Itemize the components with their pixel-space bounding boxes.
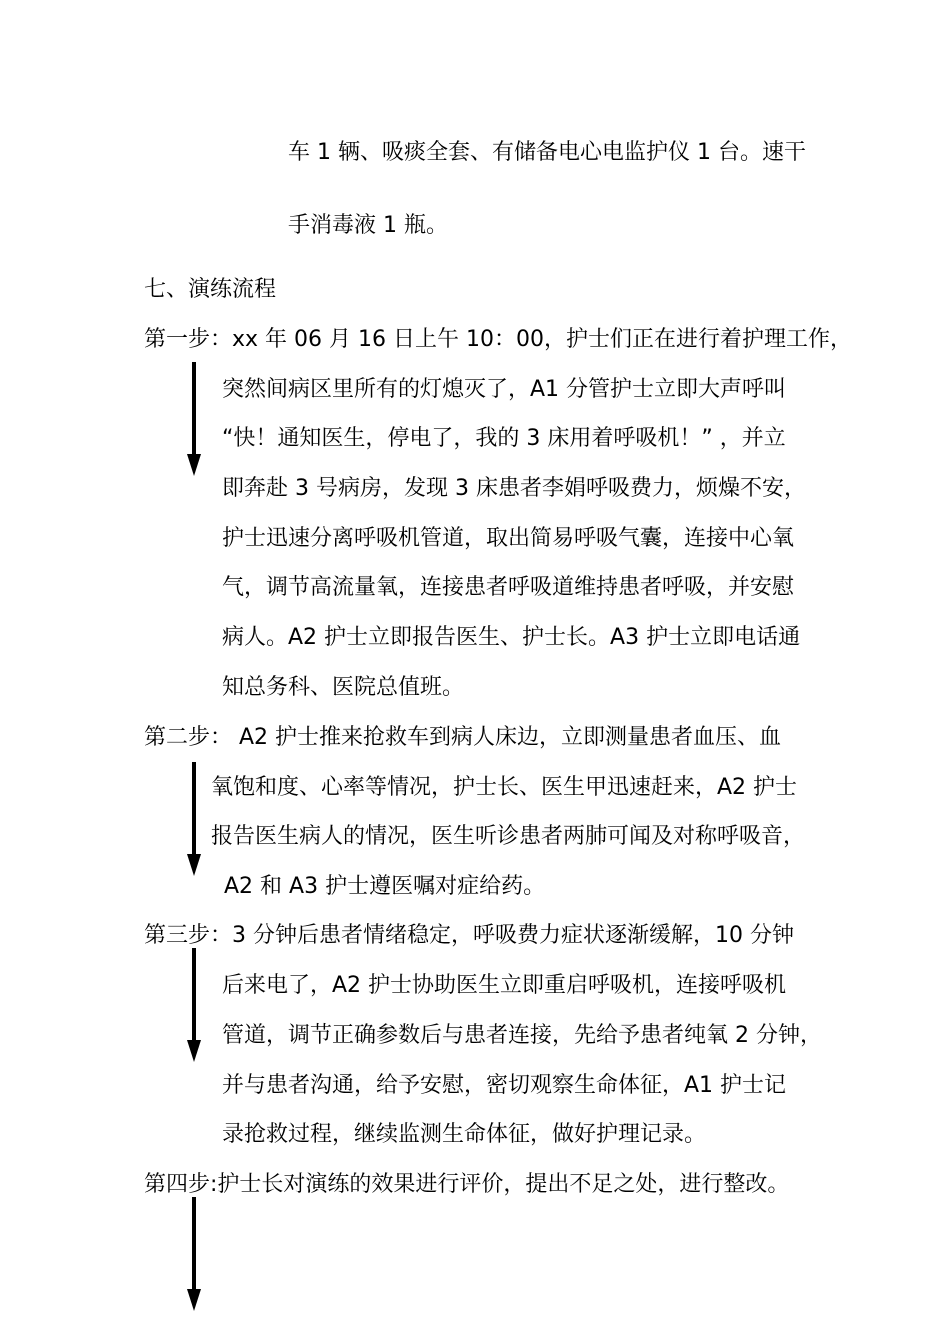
step-2-line: A2 和 A3 护士遵医嘱对症给药。 — [224, 874, 546, 899]
step-1-line: 第一步：xx 年 06 月 16 日上午 10：00，护士们正在进行着护理工作， — [144, 327, 852, 352]
step-1-line: 即奔赴 3 号病房，发现 3 床患者李娟呼吸费力，烦燥不安， — [222, 476, 806, 501]
step-2-line: 报告医生病人的情况，医生听诊患者两肺可闻及对称呼吸音， — [211, 824, 806, 849]
step-1-line: 突然间病区里所有的灯熄灭了，A1 分管护士立即大声呼叫 — [222, 377, 787, 402]
step-2-line: 第二步： A2 护士推来抢救车到病人床边，立即测量患者血压、血 — [144, 725, 782, 750]
step-1-line: 护士迅速分离呼吸机管道，取出简易呼吸气囊，连接中心氧 — [222, 526, 795, 551]
down-arrow-icon — [187, 1197, 201, 1311]
section-heading: 七、演练流程 — [144, 277, 277, 302]
step-3-line: 第三步：3 分钟后患者情绪稳定，呼吸费力症状逐渐缓解，10 分钟 — [144, 923, 794, 948]
step-2-line: 氧饱和度、心率等情况，护士长、医生甲迅速赶来，A2 护士 — [211, 775, 798, 800]
step-3-line: 管道，调节正确参数后与患者连接，先给予患者纯氧 2 分钟， — [222, 1023, 822, 1048]
down-arrow-icon — [187, 362, 201, 476]
step-1-line: 知总务科、医院总值班。 — [222, 675, 465, 700]
step-3-line: 后来电了，A2 护士协助医生立即重启呼吸机，连接呼吸机 — [222, 973, 787, 998]
step-3-line: 并与患者沟通，给予安慰，密切观察生命体征，A1 护士记 — [222, 1073, 787, 1098]
text-line: 手消毒液 1 瓶。 — [288, 213, 448, 238]
down-arrow-icon — [187, 762, 201, 876]
down-arrow-icon — [187, 948, 201, 1062]
text-line: 车 1 辆、吸痰全套、有储备电心电监护仪 1 台。速干 — [288, 140, 806, 165]
step-1-line: “快！通知医生，停电了，我的 3 床用着呼吸机！” ，并立 — [222, 426, 786, 451]
step-1-line: 病人。A2 护士立即报告医生、护士长。A3 护士立即电话通 — [222, 625, 801, 650]
step-4-line: 第四步:护士长对演练的效果进行评价，提出不足之处，进行整改。 — [144, 1172, 790, 1197]
step-3-line: 录抢救过程，继续监测生命体征，做好护理记录。 — [222, 1122, 707, 1147]
step-1-line: 气，调节高流量氧，连接患者呼吸道维持患者呼吸，并安慰 — [222, 575, 795, 600]
